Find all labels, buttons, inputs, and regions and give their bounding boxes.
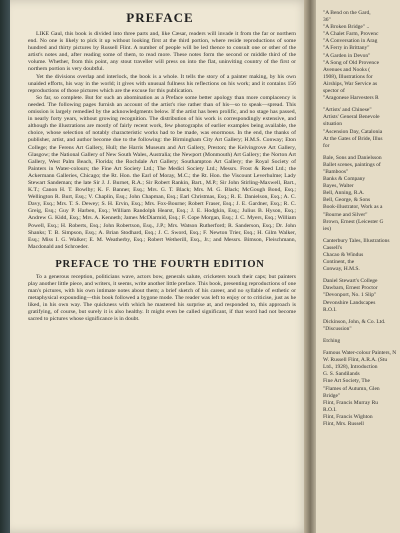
- index-entry: "Bourne and Silver": [323, 211, 368, 218]
- preface-body: [10, 31, 310, 251]
- index-entry: "A Chalet Farm, Provenc: [323, 31, 379, 38]
- index-entry: spector of: [323, 88, 345, 95]
- index-entry: "A Conversation in Arag: [323, 38, 378, 45]
- index-entry: "A Song of Old Provence: [323, 59, 380, 66]
- index-entry: Devonshire Landscapes: [323, 299, 376, 306]
- index-entry: Banks & Company: [323, 176, 366, 183]
- fourth-edition-paragraph: To a generous reception, politicians wave, actors bow, generals salute, cricketers touch their caps; but painters play another little piece, and writers, it seems, write another little preface. This book, presenting reproductions of one man's pictures, with his own intimate notes about them; a brief sketch of his career, and no syllable of esthetic or metaphysical expounding—this book followed a bygone mode. The reader was left to enjoy or to criticise, just as he liked, in his own way. The quickness with which he mastered his surprise at, and responded to, this approach is gratifying, of course, but surely it is also healthy. It might even be called significant, if that word had not become sacred to pictures whose significance is in doubt.: [28, 273, 296, 323]
- index-entry: Dawbarn, Ernest Proctor: [323, 285, 378, 292]
- index-entry: "A Garden in Devon": [323, 52, 371, 59]
- index-entry: "Ascension Day, Catalonia: [323, 128, 383, 135]
- index-entry: R.O.I.: [323, 306, 337, 313]
- index-entry: ies): [323, 225, 331, 232]
- index-entry: "Flames of Autumn, Glen: [323, 385, 380, 392]
- right-page-index: [316, 0, 400, 533]
- index-entry: Ltd., 1928), Introduction: [323, 364, 378, 371]
- index-entry: Bale, Sons and Danielsson: [323, 154, 382, 161]
- index-entry: "Discussion": [323, 325, 352, 332]
- index-entry: "Bamboos": [323, 168, 349, 175]
- index-entry: "A Ferry in Brittany": [323, 45, 370, 52]
- index-entry: "A Broken Bridge" ..: [323, 24, 370, 31]
- preface-paragraph: So far, so complete. But for such an abomination as a Preface some better apology than more complacency is needed. The following pages furnish an account of the artist's rise rather than of his—so to speak—spread. This omission is largely remedied by the acknowledgments below. If the artist has been prolific, and no stage has passed, in nearly forty years, without growing recognition. The distribution of his work is correspondingly extensive, and although the illustrations are mostly of fairly recent work, few photographs of earlier examples being available, the choice, whose selection of notably characteristic works had to be made, was enormous. In the end, the thanks of publisher, artist, and author become due to the following: the Birmingham City Art Gallery; H.M.S. Conway; Eton College; the Ferens Art Gallery, Hull; the Harris Museum and Art Gallery, Preston; the Kelvingrove Art Gallery, Glasgow; the National Gallery of New South Wales, Australia; the Newport (Monmouth) Art Gallery; the Norton Art Gallery, West Palm Beach, Florida; the Rochdale Art Gallery; Southampton Art Gallery; the Royal Society of Painters in Water-colours; the Fine Art Society Ltd.; The Medici Society Ltd.; Messrs. Frost & Reed Ltd.; the Ackermann Galleries, Chicago; the Rt. Hon. the Earl of Moray, M.C.; the Rt. Hon. the Viscount Leverhulme; Lady Stewart Sandeman; the late Sir J. J. Burnet, R.A.; Sir Robert Rankin, Bart., M.P.; Sir John Stirling-Maxwell, Bart., K.T.; Canon H. T. Bowlby; K. F. Banner, Esq.; Mrs. G. T. Black; Mrs. M. G. Black; McGough Bond, Esq.; Wellington R. Burt, Esq.; V. Chaplin, Esq.; John Chapman, Esq.; Earl Christmas, Esq.; R. E. Danielson, Esq.; A. C. Davy, Esq.; Mrs. T. S. Dewey; S. H. Ervin, Esq.; Mrs. Fox-Bourne; Robert Fraser, Esq.; J. E. Gardner, Esq.; R. C. Greig, Esq.; Guy P. Harben, Esq.; William Randolph Hearst, Esq.; J. E. Hodgkin, Esq.; Julius B. Hyson, Esq.; Andrew G. Kidd, Esq.; Mrs. A. Kenneth; James McDiarmid, Esq.; F. Cope Morgan, Esq.; J. C. Myers, Esq.; William Powell, Esq.; H. Roberts, Esq.; John Robertson, Esq., J.P.; Mrs. Watson Rutherford; R. Sanderson, Esq.; Dr. John Shanks; T. B. Simpson, Esq.; A. Brian Stodhard, Esq.; J. C. Sword, Esq.; F. Newton Trier, Esq.; H. Gilm Walker, Esq.; Miss I. G. Walker; E. M. Weatherby, Esq.; Robert Wetherill, Esq., Jr.; and Messrs. Bimson, Fleischmann, Macdonald and Schroeder.: [28, 94, 296, 250]
- index-entry: Bell, Anning, R.A.: [323, 190, 365, 197]
- index-entry: situation: [323, 121, 342, 128]
- index-list: [323, 10, 400, 428]
- index-entry: "Devonport, No. 1 Slip": [323, 292, 377, 299]
- index-entry: Avenues and Nooks (: [323, 66, 371, 73]
- index-entry: Daniel Stewart's College: [323, 278, 378, 285]
- preface-paragraph: LIKE Gaul, this book is divided into three parts and, like Cæsar, readers will invade it from the far or northern end. No one is likely to pick it up without looking first at the third portion, where reside reproductions of some hundred and thirty pictures by Russell Flint. A number of people will be led thence to consult one or other of the artist's notes and, after reading some of them, to read more. These notes form the second or middle third of the volume. Whether, from this point, any stout traveller will press on into the flat, uninviting country of the first or northern portion is very doubtful.: [28, 31, 296, 73]
- index-entry: Famous Water-colour Painters, N: [323, 350, 397, 357]
- preface-title: PREFACE: [126, 10, 194, 25]
- index-entry: Fine Art Society, The: [323, 378, 370, 385]
- index-entry: Dickinson, John, & Co. Ltd.: [323, 318, 386, 325]
- preface-paragraph: Yet the divisions overlap and interlock, the book is a whole. It tells the story of a painter making, by his own unaided efforts, his way in the world; it gives with unusual fullness his reflections on his work; and it contains 156 reproductions of those pictures which are the excuse for this publication.: [28, 73, 296, 94]
- index-entry: for: [323, 142, 330, 149]
- index-entry: Brown, Ernest (Leicester G: [323, 218, 384, 225]
- index-entry: 1908), Illustrations for: [323, 73, 373, 80]
- index-entry: Continent, the: [323, 259, 355, 266]
- index-entry: "Aragonese Harvesters R: [323, 95, 379, 102]
- fourth-edition-title: PREFACE TO THE FOURTH EDITION: [55, 258, 265, 270]
- index-entry: Chacao & Windus: [323, 252, 364, 258]
- index-entry: Bayes, Walter: [323, 183, 354, 190]
- index-entry: Book-illustrator, Work as a: [323, 204, 383, 211]
- index-entry: Conway, H.M.S.: [323, 266, 360, 273]
- index-entry: Flint, Mrs. Russell: [323, 420, 364, 427]
- index-entry: Artists' General Benevole: [323, 114, 380, 121]
- index-entry: W. Russell Flint, A.R.A. (Stu: [323, 357, 388, 364]
- index-entry: R.O.I.: [323, 406, 337, 413]
- index-entry: Bell, George, & Sons: [323, 197, 371, 204]
- index-entry: Bridge": [323, 392, 341, 399]
- index-entry: Etching: [323, 337, 341, 344]
- index-entry: "A Bend on the Gard,: [323, 10, 371, 16]
- index-entry: Flint, Francis Wighton: [323, 413, 373, 420]
- index-entry: Canterbury Tales, Illustrations: [323, 237, 390, 244]
- fourth-edition-body: [10, 274, 310, 324]
- index-entry: At the Gates of Bride, Illus: [323, 135, 383, 142]
- left-page: [10, 0, 310, 533]
- index-entry: 36": [323, 17, 331, 24]
- index-entry: Cassell's: [323, 244, 343, 251]
- index-entry: Ballet scenes, paintings of: [323, 161, 381, 168]
- index-entry: "Artists' and Chinese": [323, 107, 372, 114]
- index-entry: G. S. Sandilands: [323, 371, 360, 378]
- index-entry: Flint, Francis Murray Ru: [323, 399, 378, 406]
- index-entry: Airships, War Service as: [323, 80, 378, 87]
